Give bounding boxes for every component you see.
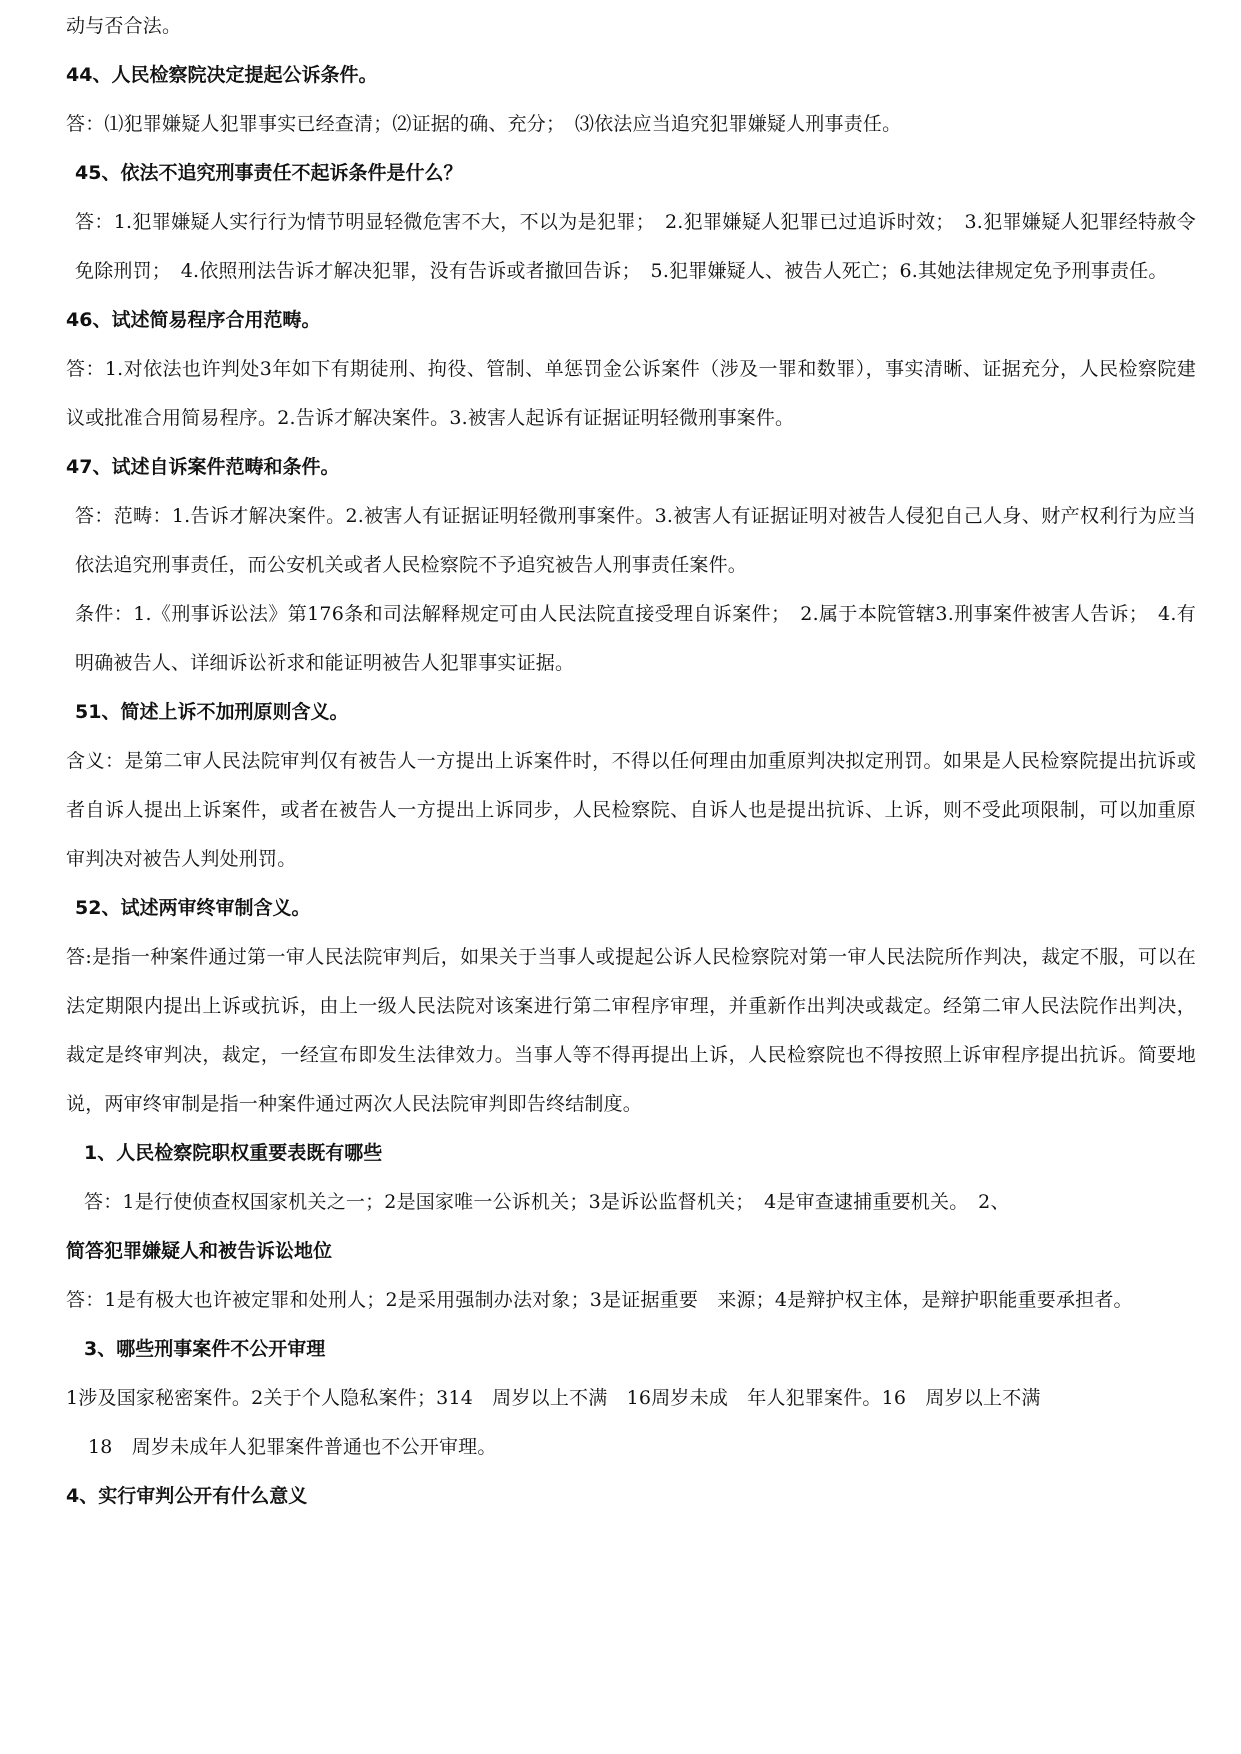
question-heading: 45、依法不追究刑事责任不起诉条件是什么？ [75, 162, 463, 184]
answer-text: 1涉及国家秘密案件。2关于个人隐私案件；314 周岁以上不满 16周岁未成 年人犯罪案件。16 周岁以上不满 [66, 1387, 1041, 1409]
question-heading: 51、简述上诉不加刑原则含义。 [75, 701, 349, 723]
answer-text: 答：⑴犯罪嫌疑人犯罪事实已经查清；⑵证据的确、充分； ⑶依法应当追究犯罪嫌疑人刑事责任。 [66, 113, 902, 135]
question-heading: 1、人民检察院职权重要表既有哪些 [84, 1142, 383, 1164]
answer-paragraph: 答：1是有极大也许被定罪和处刑人；2是采用强制办法对象；3是证据重要 来源；4是辩护权主体，是辩护职能重要承担者。 [66, 1289, 1133, 1311]
document-page [66, 14, 1196, 1533]
answer-paragraph: 含义：是第二审人民法院审判仅有被告人一方提出上诉案件时，不得以任何理由加重原判决拟定刑罚。如果是人民检察院提出抗诉或者自诉人提出上诉案件，或者在被告人一方提出上诉同步，人民检察院、自诉人也是提出抗诉、上诉，则不受此项限制，可以加重原审判决对被告人判处刑罚。 [66, 750, 1196, 870]
answer-paragraph: 答：1.犯罪嫌疑人实行行为情节明显轻微危害不大，不以为是犯罪； 2.犯罪嫌疑人犯罪已过追诉时效； 3.犯罪嫌疑人犯罪经特赦令免除刑罚； 4.依照刑法告诉才解决犯罪，没有告诉或者撤回告诉； 5.犯罪嫌疑人、被告人死亡；6.其她法律规定免予刑事责任。 [75, 211, 1196, 282]
question-heading: 52、试述两审终审制含义。 [75, 897, 311, 919]
answer-paragraph: 答:是指一种案件通过第一审人民法院审判后，如果关于当事人或提起公诉人民检察院对第一审人民法院所作判决，裁定不服，可以在法定期限内提出上诉或抗诉，由上一级人民法院对该案进行第二审程序审理，并重新作出判决或裁定。经第二审人民法院作出判决，裁定是终审判决，裁定，一经宣布即发生法律效力。当事人等不得再提出上诉，人民检察院也不得按照上诉审程序提出抗诉。简要地说，两审终审制是指一种案件通过两次人民法院审判即告终结制度。 [66, 946, 1196, 1115]
question-heading: 44、人民检察院决定提起公诉条件。 [66, 64, 378, 86]
question-heading: 46、试述简易程序合用范畴。 [66, 309, 321, 331]
question-heading: 3、哪些刑事案件不公开审理 [84, 1338, 326, 1360]
answer-text: 18 周岁未成年人犯罪案件普通也不公开审理。 [88, 1436, 497, 1458]
answer-paragraph: 条件：1.《刑事诉讼法》第176条和司法解释规定可由人民法院直接受理自诉案件； 2.属于本院管辖3.刑事案件被害人告诉； 4.有明确被告人、详细诉讼祈求和能证明被告人犯罪事实证据。 [75, 603, 1196, 674]
answer-paragraph: 答：1.对依法也许判处3年如下有期徒刑、拘役、管制、单惩罚金公诉案件（涉及一罪和数罪），事实清晰、证据充分，人民检察院建议或批准合用简易程序。2.告诉才解决案件。3.被害人起诉有证据证明轻微刑事案件。 [66, 358, 1196, 429]
answer-text: 答：1是行使侦查权国家机关之一；2是国家唯一公诉机关；3是诉讼监督机关； 4是审查逮捕重要机关。 2、 [84, 1191, 1010, 1213]
question-heading: 简答犯罪嫌疑人和被告诉讼地位 [66, 1240, 333, 1262]
answer-paragraph: 答：范畴：1.告诉才解决案件。2.被害人有证据证明轻微刑事案件。3.被害人有证据证明对被告人侵犯自己人身、财产权利行为应当依法追究刑事责任，而公安机关或者人民检察院不予追究被告人刑事责任案件。 [75, 505, 1196, 576]
question-heading: 47、试述自诉案件范畴和条件。 [66, 456, 340, 478]
question-heading: 4、实行审判公开有什么意义 [66, 1485, 308, 1507]
text-line: 动与否合法。 [66, 15, 182, 37]
